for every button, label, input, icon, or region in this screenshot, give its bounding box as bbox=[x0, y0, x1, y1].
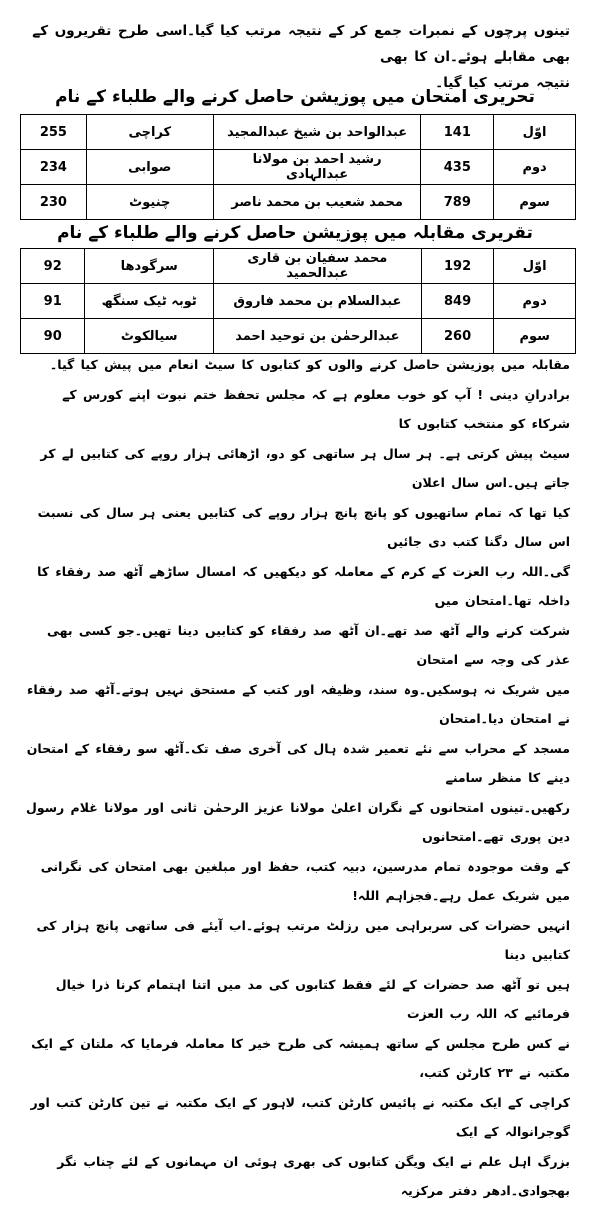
body-paragraph bbox=[18, 350, 570, 1206]
city-cell: کراچی bbox=[86, 115, 213, 150]
text-line: مقابلہ میں پوزیشن حاصل کرنے والوں کو کتابوں کا سیٹ انعام میں پیش کیا گیا۔ bbox=[49, 357, 570, 372]
table-row bbox=[21, 185, 576, 220]
roll-number-cell: 849 bbox=[421, 284, 494, 319]
student-name-cell: عبدالواحد بن شیخ عبدالمجید bbox=[213, 115, 421, 150]
text-line: برادرانِ دینی ! آپ کو خوب معلوم ہے کہ مجلس تحفظ ختم نبوت اپنے کورس کے شرکاء کو منتخب کتابوں کا bbox=[62, 386, 570, 431]
text-line: گی۔اللہ رب العزت کے کرم کے معاملہ کو دیکھیں کہ امسال ساڑھے آٹھ صد رفقاء کا داخلہ تھا۔امتحان میں bbox=[37, 563, 570, 608]
student-name-cell: محمد شعیب بن محمد ناصر bbox=[213, 185, 421, 220]
text-line: نتیجہ مرتب کیا گیا۔ bbox=[435, 75, 570, 91]
speech-results-table bbox=[20, 248, 576, 354]
text-line: میں شریک نہ ہوسکیں۔وہ سند، وظیفہ اور کتب کے مستحق نہیں ہوتے۔آٹھ صد رفقاء نے امتحان دیا۔امتحان bbox=[27, 681, 570, 726]
student-name-cell: رشید احمد بن مولانا عبدالہادی bbox=[213, 150, 421, 185]
text-line: کراچی کے ایک مکتبہ نے پائیس کارٹن کتب، لاہور کے ایک مکتبہ نے تین کارٹن کتب اور گوجرانوالہ کے ایک bbox=[30, 1094, 570, 1139]
roll-number-cell: 789 bbox=[421, 185, 494, 220]
student-name-cell: عبدالرحمٰن بن توحید احمد bbox=[213, 319, 421, 354]
intro-paragraph bbox=[18, 18, 570, 96]
position-cell: اوّل bbox=[494, 115, 576, 150]
text-line: نے کس طرح مجلس کے ساتھ ہمیشہ کی طرح خیر کا معاملہ فرمایا کہ ملتان کے ایک مکتبہ نے ۲۳ کارٹن کتب، bbox=[31, 1035, 570, 1080]
roll-number-cell: 192 bbox=[421, 249, 494, 284]
text-line: رکھیں۔تینوں امتحانوں کے نگران اعلیٰ مولانا عزیز الرحمٰن ثانی اور مولانا غلام رسول دین پوری تھے۔امتحانوں bbox=[26, 799, 570, 844]
score-cell: 255 bbox=[21, 115, 87, 150]
city-cell: سرگودھا bbox=[85, 249, 213, 284]
position-cell: سوم bbox=[494, 185, 576, 220]
score-cell: 90 bbox=[21, 319, 85, 354]
score-cell: 230 bbox=[21, 185, 87, 220]
written-exam-heading: تحریری امتحان میں پوزیشن حاصل کرنے والے طلباء کے نام bbox=[55, 87, 535, 107]
student-name-cell: عبدالسلام بن محمد فاروق bbox=[213, 284, 421, 319]
position-cell: سوم bbox=[494, 319, 576, 354]
table-row bbox=[21, 249, 576, 284]
city-cell: سیالکوٹ bbox=[85, 319, 213, 354]
table-row bbox=[21, 284, 576, 319]
roll-number-cell: 141 bbox=[421, 115, 494, 150]
text-line: ہیں تو آٹھ صد حضرات کے لئے فقط کتابوں کی مد میں اتنا اہتمام کرنا ذرا خیال فرمائیے کہ اللہ رب العزت bbox=[55, 976, 570, 1021]
position-cell: دوم bbox=[494, 150, 576, 185]
position-cell: اوّل bbox=[494, 249, 576, 284]
text-line: تینوں پرچوں کے نمبرات جمع کر کے نتیجہ مرتب کیا گیا۔اسی طرح تقریروں کے بھی مقابلے ہوئے۔ان کا بھی bbox=[32, 23, 570, 65]
score-cell: 91 bbox=[21, 284, 85, 319]
text-line: انہیں حضرات کی سربراہی میں رزلٹ مرتب ہوئے۔اب آیئے فی ساتھی پانچ ہزار کی کتابیں دینا bbox=[36, 917, 570, 962]
text-line: سیٹ پیش کرتی ہے۔ ہر سال ہر ساتھی کو دو، اڑھائی ہزار روپے کی کتابیں لے کر جاتے ہیں۔اس سال اعلان bbox=[40, 445, 570, 490]
roll-number-cell: 260 bbox=[421, 319, 494, 354]
table-row bbox=[21, 150, 576, 185]
city-cell: چنیوٹ bbox=[86, 185, 213, 220]
score-cell: 234 bbox=[21, 150, 87, 185]
text-line: مسجد کے محراب سے نئے تعمیر شدہ ہال کی آخری صف تک۔آٹھ سو رفقاء کے امتحان دینے کا منظر سامنے bbox=[26, 740, 570, 785]
position-cell: دوم bbox=[494, 284, 576, 319]
score-cell: 92 bbox=[21, 249, 85, 284]
student-name-cell: محمد سفیان بن قاری عبدالحمید bbox=[213, 249, 421, 284]
city-cell: صوابی bbox=[86, 150, 213, 185]
speech-contest-heading: تقریری مقابلہ میں پوزیشن حاصل کرنے والے طلباء کے نام bbox=[57, 223, 533, 243]
table-row bbox=[21, 319, 576, 354]
text-line: کیا تھا کہ تمام ساتھیوں کو پانچ پانچ ہزار روپے کی کتابیں یعنی ہر سال کی نسبت اس سال دگنا کتب دی جائیں bbox=[37, 504, 570, 549]
text-line: کے وقت موجودہ تمام مدرسین، دبیہ کتب، حفظ اور مبلغین بھی امتحان کی نگرانی میں شریک عمل رہے۔فجزاہم اللہ! bbox=[40, 858, 570, 903]
table-row bbox=[21, 115, 576, 150]
roll-number-cell: 435 bbox=[421, 150, 494, 185]
text-line: شرکت کرنے والے آٹھ صد تھے۔ان آٹھ صد رفقاء کو کتابیں دینا تھیں۔جو کسی بھی عذر کی وجہ سے امتحان bbox=[46, 622, 570, 667]
written-results-table bbox=[20, 114, 576, 220]
city-cell: ٹوبہ ٹیک سنگھ bbox=[85, 284, 213, 319]
text-line: بزرگ اہل علم نے ایک ویگن کتابوں کی بھری ہوئی ان مہمانوں کے لئے چناب نگر بھجوادی۔ادھر دفتر مرکزیہ bbox=[57, 1153, 570, 1198]
